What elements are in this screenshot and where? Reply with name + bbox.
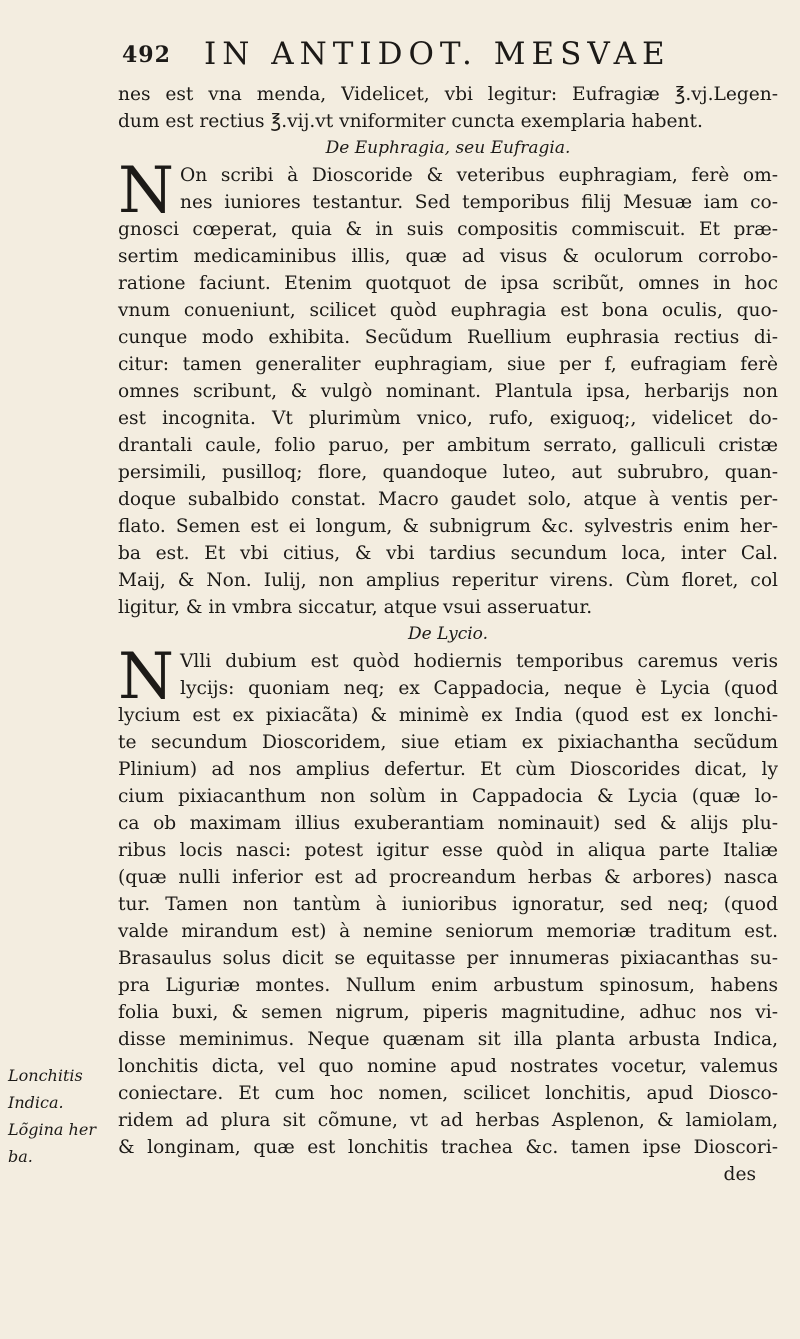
drop-cap-initial: N	[118, 640, 174, 714]
text-line: vnum conueniunt, scilicet quòd euphragia est bona oculis, quo-	[118, 300, 778, 321]
text-line: persimili, pusilloq; flore, quandoque luteo, aut subrubro, quan-	[118, 462, 778, 483]
text-line: citur: tamen generaliter euphragiam, siue per f, eufragiam ferè	[118, 354, 778, 375]
text-line: dum est rectius ℥.vij.vt vniformiter cuncta exemplaria habent.	[118, 111, 703, 132]
text-line: sertim medicaminibus illis, quæ ad visus & oculorum corrobo-	[118, 246, 778, 267]
section-euphragia	[118, 154, 778, 621]
section-heading-euphragia: De Euphragia, seu Eufragia.	[325, 138, 571, 158]
text-line: cunque modo exhibita. Secũdum Ruellium euphrasia rectius di-	[118, 327, 778, 348]
text-line: Plinium) ad nos amplius defertur. Et cùm Dioscorides dicat, ly	[118, 759, 778, 780]
text-line: doque subalbido constat. Macro gaudet solo, atque à ventis per-	[118, 489, 778, 510]
text-line: & longinam, quæ est lonchitis trachea &c. tamen ipse Dioscori-	[118, 1137, 778, 1158]
text-line: valde mirandum est) à nemine seniorum memoriæ traditum est.	[118, 921, 778, 942]
text-line: cium pixiacanthum non solùm in Cappadocia & Lycia (quæ lo-	[118, 786, 778, 807]
margin-note: Lonchitis	[8, 1066, 83, 1085]
text-line: pra Liguriæ montes. Nullum enim arbustum spinosum, habens	[118, 975, 778, 996]
text-line: ba est. Et vbi citius, & vbi tardius secundum loca, inter Cal.	[118, 543, 778, 564]
text-line: nes est vna menda, Videlicet, vbi legitur: Eufragiæ ℥.vj.Legen-	[118, 84, 778, 105]
text-line: flato. Semen est ei longum, & subnigrum &c. sylvestris enim her-	[118, 516, 778, 537]
text-line: tur. Tamen non tantùm à iunioribus ignoratur, sed neq; (quod	[118, 894, 778, 915]
text-line: Maij, & Non. Iulij, non amplius reperitur virens. Cùm floret, col	[118, 570, 778, 591]
text-line: drantali caule, folio paruo, per ambitum serrato, galliculi cristæ	[118, 435, 778, 456]
section-lycium	[118, 640, 778, 1188]
text-line: te secundum Dioscoridem, siue etiam ex pixiachantha secũdum	[118, 732, 778, 753]
text-line: (quæ nulli inferior est ad procreandum herbas & arbores) nasca	[118, 867, 778, 888]
margin-note: Indica.	[8, 1093, 64, 1112]
text-line: disse meminimus. Neque quænam sit illa planta arbusta Indica,	[118, 1029, 778, 1050]
page-header	[122, 34, 742, 78]
text-line: lycijs: quoniam neq; ex Cappadocia, neque è Lycia (quod	[180, 678, 778, 699]
text-line: lycium est ex pixiacãta) & minimè ex India (quod est ex lonchi-	[118, 705, 778, 726]
margin-note: Lõgina her	[8, 1120, 96, 1139]
text-line: coniectare. Et cum hoc nomen, scilicet lonchitis, apud Diosco-	[118, 1083, 778, 1104]
catchword: des	[723, 1164, 756, 1185]
text-line: ratione faciunt. Etenim quotquot de ipsa scribũt, omnes in hoc	[118, 273, 778, 294]
page-number: 492	[122, 42, 171, 68]
text-line: ridem ad plura sit cõmune, vt ad herbas Asplenon, & lamiolam,	[118, 1110, 778, 1131]
text-line: nes iuniores testantur. Sed temporibus filij Mesuæ iam co-	[180, 192, 778, 213]
text-line: folia buxi, & semen nigrum, piperis magnitudine, adhuc nos vi-	[118, 1002, 778, 1023]
text-line: On scribi à Dioscoride & veteribus euphragiam, ferè om-	[180, 165, 778, 186]
margin-note: ba.	[8, 1147, 33, 1166]
text-line: ca ob maximam illius exuberantiam nominauit) sed & alijs plu-	[118, 813, 778, 834]
text-body	[118, 81, 778, 1188]
margin-notes	[8, 1062, 112, 1170]
section-heading-lycium: De Lycio.	[408, 624, 488, 644]
running-title: IN ANTIDOT. MESVAE	[204, 36, 671, 72]
drop-cap-initial: N	[118, 154, 174, 228]
text-line: gnosci cœperat, quia & in suis compositis commiscuit. Et præ-	[118, 219, 778, 240]
text-line: Brasaulus solus dicit se equitasse per innumeras pixiacanthas su-	[118, 948, 778, 969]
text-line: ribus locis nasci: potest igitur esse quòd in aliqua parte Italiæ	[118, 840, 778, 861]
text-line: est incognita. Vt plurimùm vnico, rufo, exiguoq;, videlicet do-	[118, 408, 778, 429]
text-line: Vlli dubium est quòd hodiernis temporibus caremus veris	[180, 651, 778, 672]
text-line: lonchitis dicta, vel quo nomine apud nostrates vocetur, valemus	[118, 1056, 778, 1077]
text-line: ligitur, & in vmbra siccatur, atque vsui asseruatur.	[118, 597, 593, 618]
text-line: omnes scribunt, & vulgò nominant. Plantula ipsa, herbarijs non	[118, 381, 778, 402]
